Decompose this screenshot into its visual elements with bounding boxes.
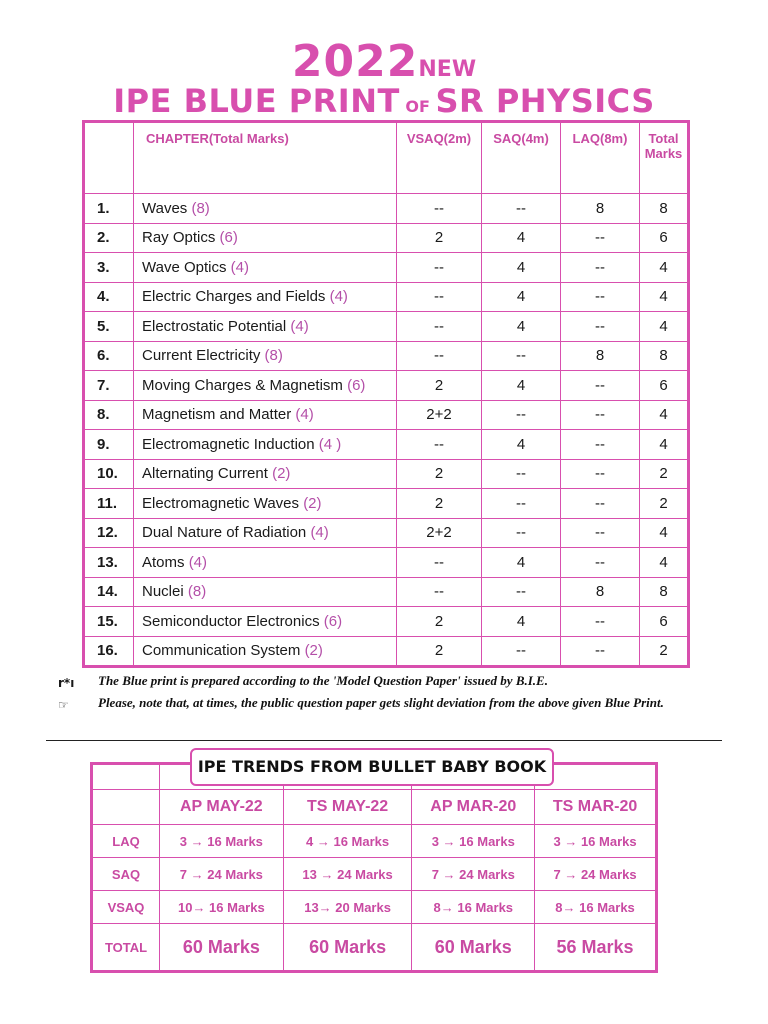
table-row — [92, 924, 657, 972]
chapter-cell — [134, 194, 397, 224]
chapter-marks: (8) — [187, 583, 207, 601]
title-subject: SR PHYSICS — [435, 82, 655, 120]
laq-cell: -- — [561, 371, 640, 401]
chapter-marks: (6) — [323, 612, 343, 630]
trends-title: IPE TRENDS FROM BULLET BABY BOOK — [190, 748, 554, 786]
chapter-marks: (4) — [310, 524, 329, 542]
trend-value: 3 → 16 Marks — [160, 825, 284, 858]
trends-header-col: AP MAR-20 — [412, 790, 535, 825]
chapter-name: Atoms — [142, 553, 185, 571]
chapter-name: Waves — [142, 199, 188, 217]
total-cell: 6 — [640, 607, 689, 637]
header-laq: LAQ(8m) — [561, 122, 640, 194]
total-cell: 4 — [640, 253, 689, 283]
row-number: 4. — [84, 282, 134, 312]
chapter-name: Magnetism and Matter — [142, 406, 292, 424]
chapter-marks: (2) — [272, 465, 291, 483]
saq-cell: -- — [482, 518, 561, 548]
saq-cell: 4 — [482, 312, 561, 342]
table-row — [84, 282, 689, 312]
chapter-cell — [134, 607, 397, 637]
vsaq-cell: 2 — [397, 636, 482, 667]
row-number: 12. — [84, 518, 134, 548]
total-cell: 6 — [640, 371, 689, 401]
laq-cell: -- — [561, 636, 640, 667]
header-saq: SAQ(4m) — [482, 122, 561, 194]
note-model-paper: The Blue print is prepared according to the 'Model Question Paper' issued by B.I.E. — [98, 673, 548, 688]
total-cell: 2 — [640, 489, 689, 519]
laq-cell: -- — [561, 607, 640, 637]
vsaq-cell: -- — [397, 577, 482, 607]
total-cell: 4 — [640, 282, 689, 312]
header-vsaq: VSAQ(2m) — [397, 122, 482, 194]
laq-cell: 8 — [561, 577, 640, 607]
chapter-name: Current Electricity — [142, 347, 261, 365]
saq-cell: -- — [482, 459, 561, 489]
chapter-cell — [134, 577, 397, 607]
table-row — [84, 577, 689, 607]
trends-header-row — [92, 790, 657, 825]
trend-value: 7 → 24 Marks — [160, 858, 284, 891]
blueprint-header-row — [84, 122, 689, 194]
trend-value: 56 Marks — [535, 924, 657, 972]
laq-cell: 8 — [561, 341, 640, 371]
table-row — [92, 891, 657, 924]
trends-table — [90, 762, 658, 973]
trends-header-col: AP MAY-22 — [160, 790, 284, 825]
trend-value: 60 Marks — [160, 924, 284, 972]
title-new: NEW — [418, 57, 477, 82]
chapter-cell — [134, 636, 397, 667]
vsaq-cell: -- — [397, 282, 482, 312]
chapter-cell — [134, 253, 397, 283]
vsaq-cell: 2+2 — [397, 518, 482, 548]
header-num — [84, 122, 134, 194]
trend-value: 10→ 16 Marks — [160, 891, 284, 924]
row-number: 5. — [84, 312, 134, 342]
total-cell: 4 — [640, 548, 689, 578]
table-row — [84, 489, 689, 519]
header-chapter: CHAPTER(Total Marks) — [134, 122, 397, 194]
chapter-cell — [134, 459, 397, 489]
blueprint-table — [82, 120, 690, 668]
chapter-marks: (4 ) — [318, 435, 342, 453]
chapter-name: Dual Nature of Radiation — [142, 524, 307, 542]
row-number: 9. — [84, 430, 134, 460]
row-number: 14. — [84, 577, 134, 607]
laq-cell: -- — [561, 312, 640, 342]
table-row — [84, 400, 689, 430]
trend-row-label: VSAQ — [92, 891, 160, 924]
total-cell: 8 — [640, 341, 689, 371]
chapter-cell — [134, 548, 397, 578]
trends-header-col: TS MAY-22 — [283, 790, 412, 825]
trend-value: 7 → 24 Marks — [535, 858, 657, 891]
laq-cell: -- — [561, 489, 640, 519]
trend-value: 3 → 16 Marks — [412, 825, 535, 858]
chapter-marks: (4) — [295, 406, 314, 424]
trend-row-label: SAQ — [92, 858, 160, 891]
chapter-marks: (4) — [290, 317, 309, 335]
page-title-line1 — [0, 36, 768, 87]
saq-cell: -- — [482, 577, 561, 607]
total-cell: 8 — [640, 194, 689, 224]
trend-value: 3 → 16 Marks — [535, 825, 657, 858]
title-year: 2022 — [291, 36, 419, 87]
trend-value: 60 Marks — [283, 924, 412, 972]
trends-header-blank — [92, 790, 160, 825]
laq-cell: -- — [561, 253, 640, 283]
note-deviation: Please, note that, at times, the public question paper gets slight deviation from the above given Blue Print. — [98, 695, 664, 710]
total-cell: 4 — [640, 518, 689, 548]
vsaq-cell: 2 — [397, 489, 482, 519]
saq-cell: 4 — [482, 371, 561, 401]
vsaq-cell: 2 — [397, 371, 482, 401]
table-row — [84, 430, 689, 460]
pointing-hand-icon: ☞ — [58, 698, 69, 712]
row-number: 3. — [84, 253, 134, 283]
chapter-name: Ray Optics — [142, 229, 216, 247]
chapter-marks: (6) — [347, 376, 366, 394]
trends-header-col: TS MAR-20 — [535, 790, 657, 825]
chapter-marks: (4) — [188, 553, 208, 571]
spacer-cell — [92, 764, 160, 790]
saq-cell: -- — [482, 194, 561, 224]
chapter-name: Alternating Current — [142, 465, 268, 483]
vsaq-cell: -- — [397, 253, 482, 283]
vsaq-cell: -- — [397, 312, 482, 342]
laq-cell: -- — [561, 400, 640, 430]
vsaq-cell: 2 — [397, 223, 482, 253]
saq-cell: 4 — [482, 253, 561, 283]
row-number: 6. — [84, 341, 134, 371]
trend-row-label: TOTAL — [92, 924, 160, 972]
table-row — [84, 518, 689, 548]
table-row — [92, 858, 657, 891]
chapter-marks: (6) — [219, 229, 238, 247]
saq-cell: -- — [482, 489, 561, 519]
vsaq-cell: -- — [397, 341, 482, 371]
chapter-cell — [134, 223, 397, 253]
chapter-cell — [134, 489, 397, 519]
vsaq-cell: -- — [397, 430, 482, 460]
row-number: 1. — [84, 194, 134, 224]
saq-cell: 4 — [482, 430, 561, 460]
table-row — [84, 223, 689, 253]
table-row — [84, 459, 689, 489]
vsaq-cell: 2+2 — [397, 400, 482, 430]
trend-value: 4 → 16 Marks — [283, 825, 412, 858]
total-cell: 2 — [640, 636, 689, 667]
trend-value: 7 → 24 Marks — [412, 858, 535, 891]
total-cell: 2 — [640, 459, 689, 489]
total-cell: 4 — [640, 400, 689, 430]
row-number: 2. — [84, 223, 134, 253]
chapter-name: Electrostatic Potential — [142, 317, 287, 335]
laq-cell: -- — [561, 518, 640, 548]
trend-value: 13→ 20 Marks — [283, 891, 412, 924]
saq-cell: -- — [482, 341, 561, 371]
chapter-cell — [134, 518, 397, 548]
table-row — [92, 825, 657, 858]
chapter-marks: (8) — [191, 199, 210, 217]
row-number: 11. — [84, 489, 134, 519]
chapter-name: Electromagnetic Induction — [142, 435, 315, 453]
total-cell: 4 — [640, 430, 689, 460]
page-title-line2 — [0, 82, 768, 120]
laq-cell: 8 — [561, 194, 640, 224]
laq-cell: -- — [561, 282, 640, 312]
vsaq-cell: -- — [397, 548, 482, 578]
laq-cell: -- — [561, 430, 640, 460]
chapter-cell — [134, 282, 397, 312]
chapter-marks: (4) — [329, 288, 348, 306]
laq-cell: -- — [561, 548, 640, 578]
trend-value: 13 → 24 Marks — [283, 858, 412, 891]
trend-value: 8→ 16 Marks — [412, 891, 535, 924]
table-row — [84, 548, 689, 578]
table-row — [84, 371, 689, 401]
title-blueprint: IPE BLUE PRINT — [113, 82, 400, 120]
table-row — [84, 607, 689, 637]
header-total: Total Marks — [640, 122, 689, 194]
table-row — [84, 341, 689, 371]
row-number: 7. — [84, 371, 134, 401]
chapter-name: Semiconductor Electronics — [142, 612, 320, 630]
chapter-name: Nuclei — [142, 583, 184, 601]
chapter-marks: (2) — [303, 494, 322, 512]
chapter-marks: (8) — [264, 347, 283, 365]
trend-value: 8→ 16 Marks — [535, 891, 657, 924]
table-row — [84, 312, 689, 342]
chapter-marks: (2) — [304, 642, 323, 660]
total-cell: 4 — [640, 312, 689, 342]
vsaq-cell: 2 — [397, 459, 482, 489]
chapter-cell — [134, 312, 397, 342]
saq-cell: 4 — [482, 223, 561, 253]
table-row — [84, 194, 689, 224]
laq-cell: -- — [561, 459, 640, 489]
section-divider — [46, 740, 722, 741]
chapter-marks: (4) — [230, 258, 249, 276]
trend-value: 60 Marks — [412, 924, 535, 972]
chapter-cell — [134, 430, 397, 460]
row-number: 15. — [84, 607, 134, 637]
saq-cell: 4 — [482, 548, 561, 578]
saq-cell: -- — [482, 636, 561, 667]
vsaq-cell: -- — [397, 194, 482, 224]
chapter-name: Moving Charges & Magnetism — [142, 376, 343, 394]
table-row — [84, 253, 689, 283]
saq-cell: 4 — [482, 607, 561, 637]
chapter-cell — [134, 371, 397, 401]
saq-cell: 4 — [482, 282, 561, 312]
total-cell: 6 — [640, 223, 689, 253]
note-mark-1: r*ı — [58, 676, 75, 690]
row-number: 16. — [84, 636, 134, 667]
row-number: 8. — [84, 400, 134, 430]
title-of: OF — [405, 97, 430, 116]
vsaq-cell: 2 — [397, 607, 482, 637]
chapter-name: Communication System — [142, 642, 301, 660]
chapter-name: Electric Charges and Fields — [142, 288, 326, 306]
chapter-name: Wave Optics — [142, 258, 227, 276]
saq-cell: -- — [482, 400, 561, 430]
total-cell: 8 — [640, 577, 689, 607]
row-number: 10. — [84, 459, 134, 489]
chapter-name: Electromagnetic Waves — [142, 494, 300, 512]
row-number: 13. — [84, 548, 134, 578]
chapter-cell — [134, 341, 397, 371]
trend-row-label: LAQ — [92, 825, 160, 858]
laq-cell: -- — [561, 223, 640, 253]
table-row — [84, 636, 689, 667]
chapter-cell — [134, 400, 397, 430]
